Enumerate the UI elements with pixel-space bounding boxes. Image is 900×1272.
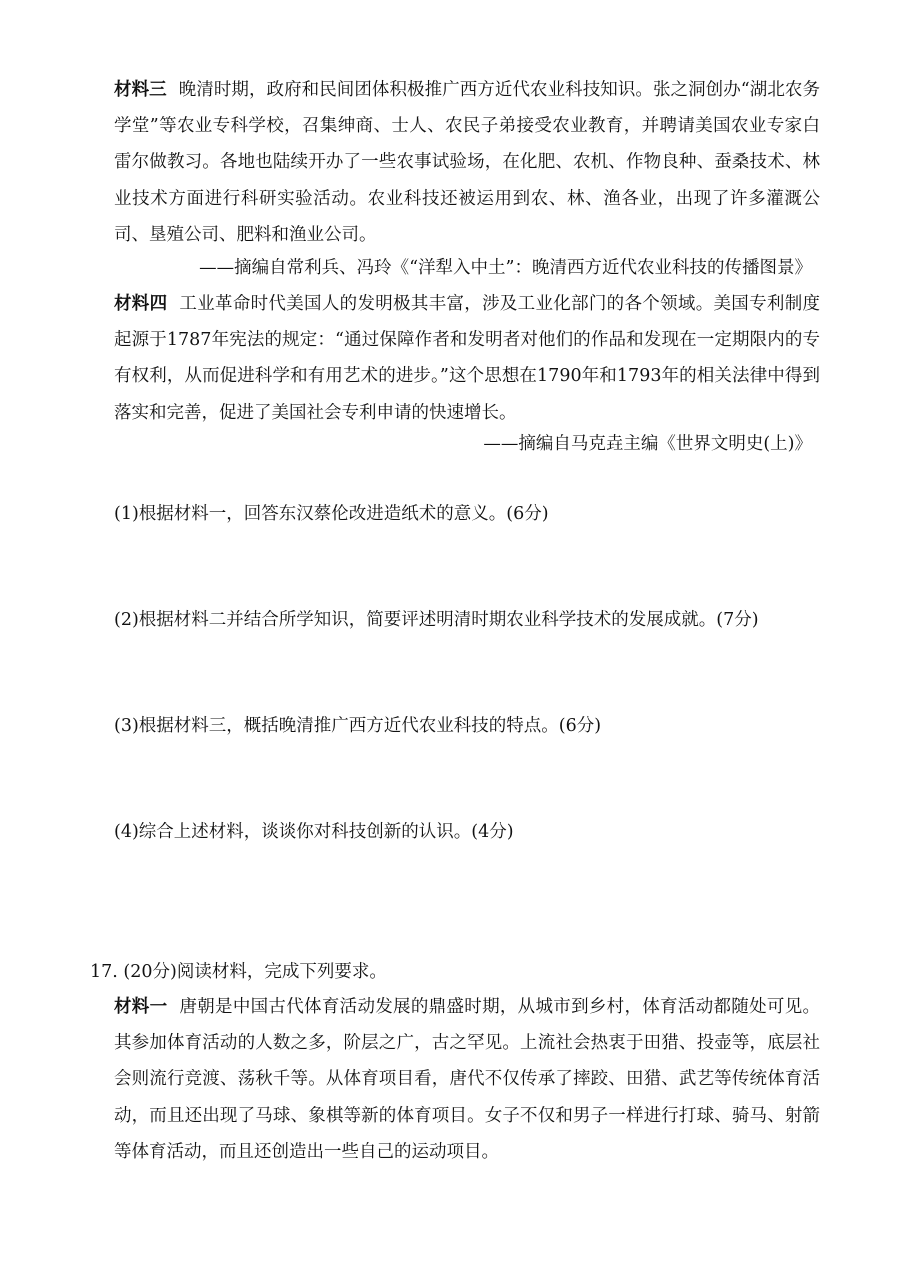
material-3-label: 材料三 xyxy=(114,80,167,100)
question-3: (3)根据材料三，概括晚清推广西方近代农业科技的特点。(6分) xyxy=(114,716,602,736)
question-17-header: 17. (20分)阅读材料，完成下列要求。 xyxy=(90,962,387,982)
question-2: (2)根据材料二并结合所学知识，简要评述明清时期农业科学技术的发展成就。(7分) xyxy=(114,610,759,630)
material-4-text: 工业革命时代美国人的发明极其丰富，涉及工业化部门的各个领域。美国专利制度起源于1787年宪法的规定：“通过保障作者和发明者对他们的作品和发现在一定期限内的专有权利，从而促进科学和有用艺术的进步。”这个思想在1790年和1793年的相关法律中得到落实和完善，促进了美国社会专利申请的快速增长。 xyxy=(114,294,821,423)
material-4-label: 材料四 xyxy=(114,294,168,314)
material-3-text: 晚清时期，政府和民间团体积极推广西方近代农业科技知识。张之洞创办“湖北农务学堂”等农业专科学校，召集绅商、士人、农民子弟接受农业教育，并聘请美国农业专家白雷尔做教习。各地也陆续开办了一些农事试验场，在化肥、农机、作物良种、蚕桑技术、林业技术方面进行科研实验活动。农业科技还被运用到农、林、渔各业，出现了许多灌溉公司、垦殖公司、肥料和渔业公司。 xyxy=(114,80,820,245)
q17-material-1-paragraph xyxy=(114,989,820,1170)
material-4-paragraph xyxy=(114,286,820,431)
material-4-source: ——摘编自马克垚主编《世界文明史(上)》 xyxy=(483,434,812,454)
q17-material-1-text: 唐朝是中国古代体育活动发展的鼎盛时期，从城市到乡村，体育活动都随处可见。其参加体育活动的人数之多，阶层之广，古之罕见。上流社会热衷于田猎、投壶等，底层社会则流行竞渡、荡秋千等。从体育项目看，唐代不仅传承了摔跤、田猎、武艺等传统体育活动，而且还出现了马球、象棋等新的体育项目。女子不仅和男子一样进行打球、骑马、射箭等体育活动，而且还创造出一些自己的运动项目。 xyxy=(114,997,821,1162)
q17-material-1-label: 材料一 xyxy=(114,997,168,1017)
question-1: (1)根据材料一，回答东汉蔡伦改进造纸术的意义。(6分) xyxy=(114,504,549,524)
question-4: (4)综合上述材料，谈谈你对科技创新的认识。(4分) xyxy=(114,822,514,842)
material-3-source: ——摘编自常利兵、冯玲《“洋犁入中土”：晚清西方近代农业科技的传播图景》 xyxy=(199,258,812,278)
material-3-paragraph xyxy=(114,72,820,253)
